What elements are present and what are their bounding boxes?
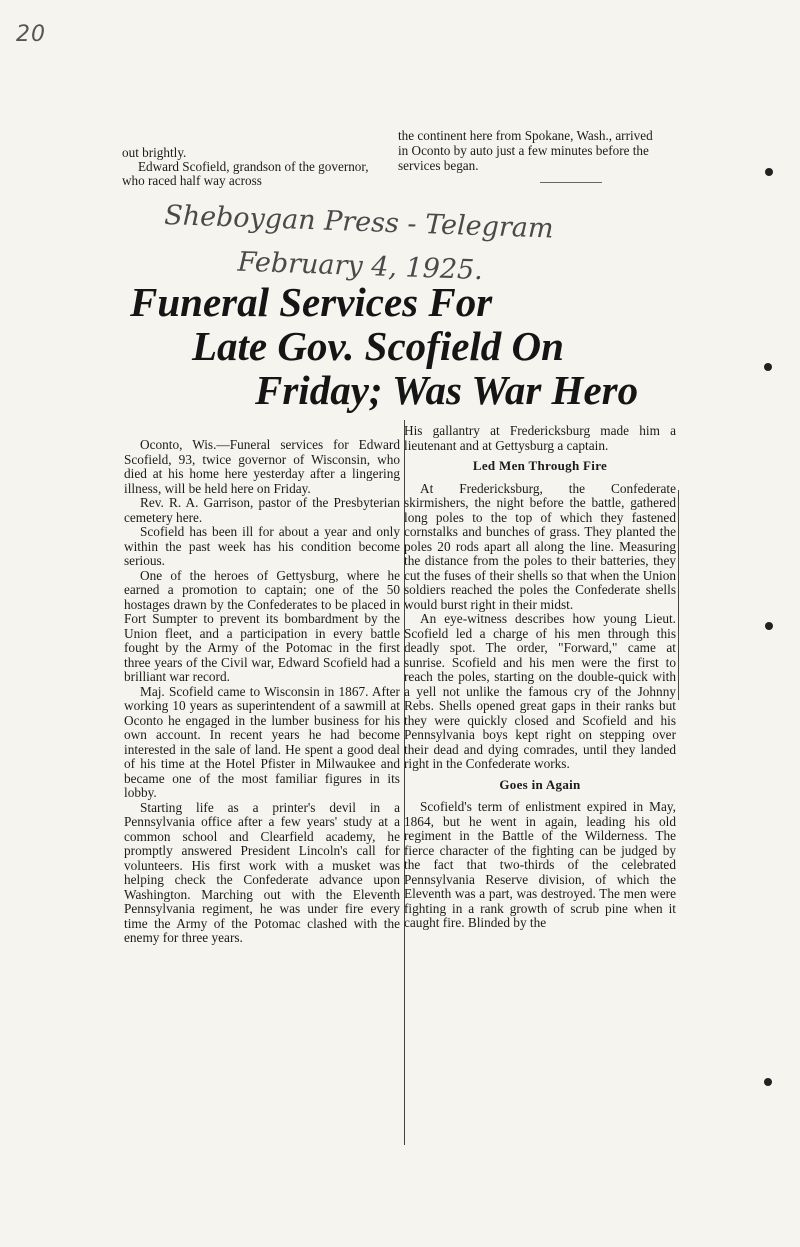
paragraph: Scofield's term of enlistment expired in May, 1864, but he went in again, leading his old regiment in the Battle of the Wilderness. The fierce character of the fighting can be judged by the fact that two-thirds of the celebrated Pennsylvania Reserve division, of which the Eleventh was a part, was destroyed. The men were fighting in a rank growth of scrub pine when it caught fire. Blinded by the — [404, 799, 676, 930]
fragment-line: Edward Scofield, grandson of the governor, who raced half way across — [122, 159, 369, 188]
column-divider — [678, 490, 679, 700]
paragraph: Rev. R. A. Garrison, pastor of the Presbyterian cemetery here. — [124, 495, 400, 525]
binder-hole — [765, 622, 773, 630]
binder-hole — [764, 363, 772, 371]
subheading: Led Men Through Fire — [472, 458, 608, 473]
paragraph: An eye-witness describes how young Lieut. Scofield led a charge of his men through this deadly spot. The order, "Forward," came at sunrise. Scofield and his men were the first to reach the poles, starting on the double-quick with a yell not unlike the famous cry of the Johnny Rebs. Shells opened great gaps in their ranks but they were quickly closed and Scofield and his Pennsylvania boys kept right on stepping over their dead and dying comrades, until they landed right in the Confederate works. — [404, 611, 676, 771]
top-fragment-right: the continent here from Spokane, Wash., arrived in Oconto by auto just a few minutes before the services began. — [398, 128, 653, 173]
article-headline — [130, 280, 690, 412]
binder-hole — [765, 168, 773, 176]
paragraph: Maj. Scofield came to Wisconsin in 1867. After working 10 years as superintendent of a sawmill at Oconto he engaged in the lumber business for his own account. In recent years he had become interested in the sale of land. He spent a good deal of his time at the Hotel Pfister in Milwaukee and became one of the most familiar figures in its lobby. — [124, 683, 400, 800]
handwritten-line: February 4, 1925. — [237, 246, 484, 287]
divider — [540, 182, 602, 183]
paragraph: One of the heroes of Gettysburg, where he earned a promotion to captain; one of the 50 hostages drawn by the Confederates to be placed in Fort Sumpter to prevent its bombardment by the Union fleet, and a participation in every battle fought by the Army of the Potomac in the first three years of the Civil war, Edward Scofield had a brilliant war record. — [124, 567, 400, 684]
headline-line: Late Gov. Scofield On — [192, 323, 564, 369]
paragraph: At Fredericksburg, the Confederate skirmishers, the night before the battle, gathered long poles to the top of which they fastened cornstalks and bunches of grass. They planted the poles 20 rods apart all along the line. Measuring the distance from the poles to their batteries, they cut the fuses of their shells so that when the Union soldiers reached the poles the Confederate shells would burst right in their midst. — [404, 480, 676, 612]
top-fragment-left — [122, 146, 390, 188]
article-column-2 — [404, 424, 676, 931]
headline-line: Funeral Services For — [130, 279, 493, 325]
page-number: 20 — [16, 22, 46, 47]
headline-line: Friday; Was War Hero — [255, 367, 639, 413]
paragraph: Oconto, Wis.—Funeral services for Edward Scofield, 93, twice governor of Wisconsin, who died at his home here yesterday after a lingering illness, will be held here on Friday. — [124, 437, 400, 496]
paragraph: Starting life as a printer's devil in a Pennsylvania office after a few years' study at a common school and Clearfield academy, he promptly answered President Lincoln's call for volunteers. His first work with a musket was helping check the Confederate advance upon Washington. Marching out with the Eleventh Pennsylvania regiment, he was under fire every time the Army of the Potomac clashed with the enemy for three years. — [124, 799, 400, 945]
handwritten-line: Sheboygan Press - Telegram — [163, 199, 555, 245]
paragraph: Scofield has been ill for about a year and only within the past week has his condition become serious. — [124, 524, 400, 568]
binder-hole — [764, 1078, 772, 1086]
subheading: Goes in Again — [499, 776, 581, 792]
article-column-1 — [124, 438, 400, 946]
fragment-line: out brightly. — [122, 145, 187, 160]
paragraph: His gallantry at Fredericksburg made him a lieutenant and at Gettysburg a captain. — [404, 423, 676, 453]
